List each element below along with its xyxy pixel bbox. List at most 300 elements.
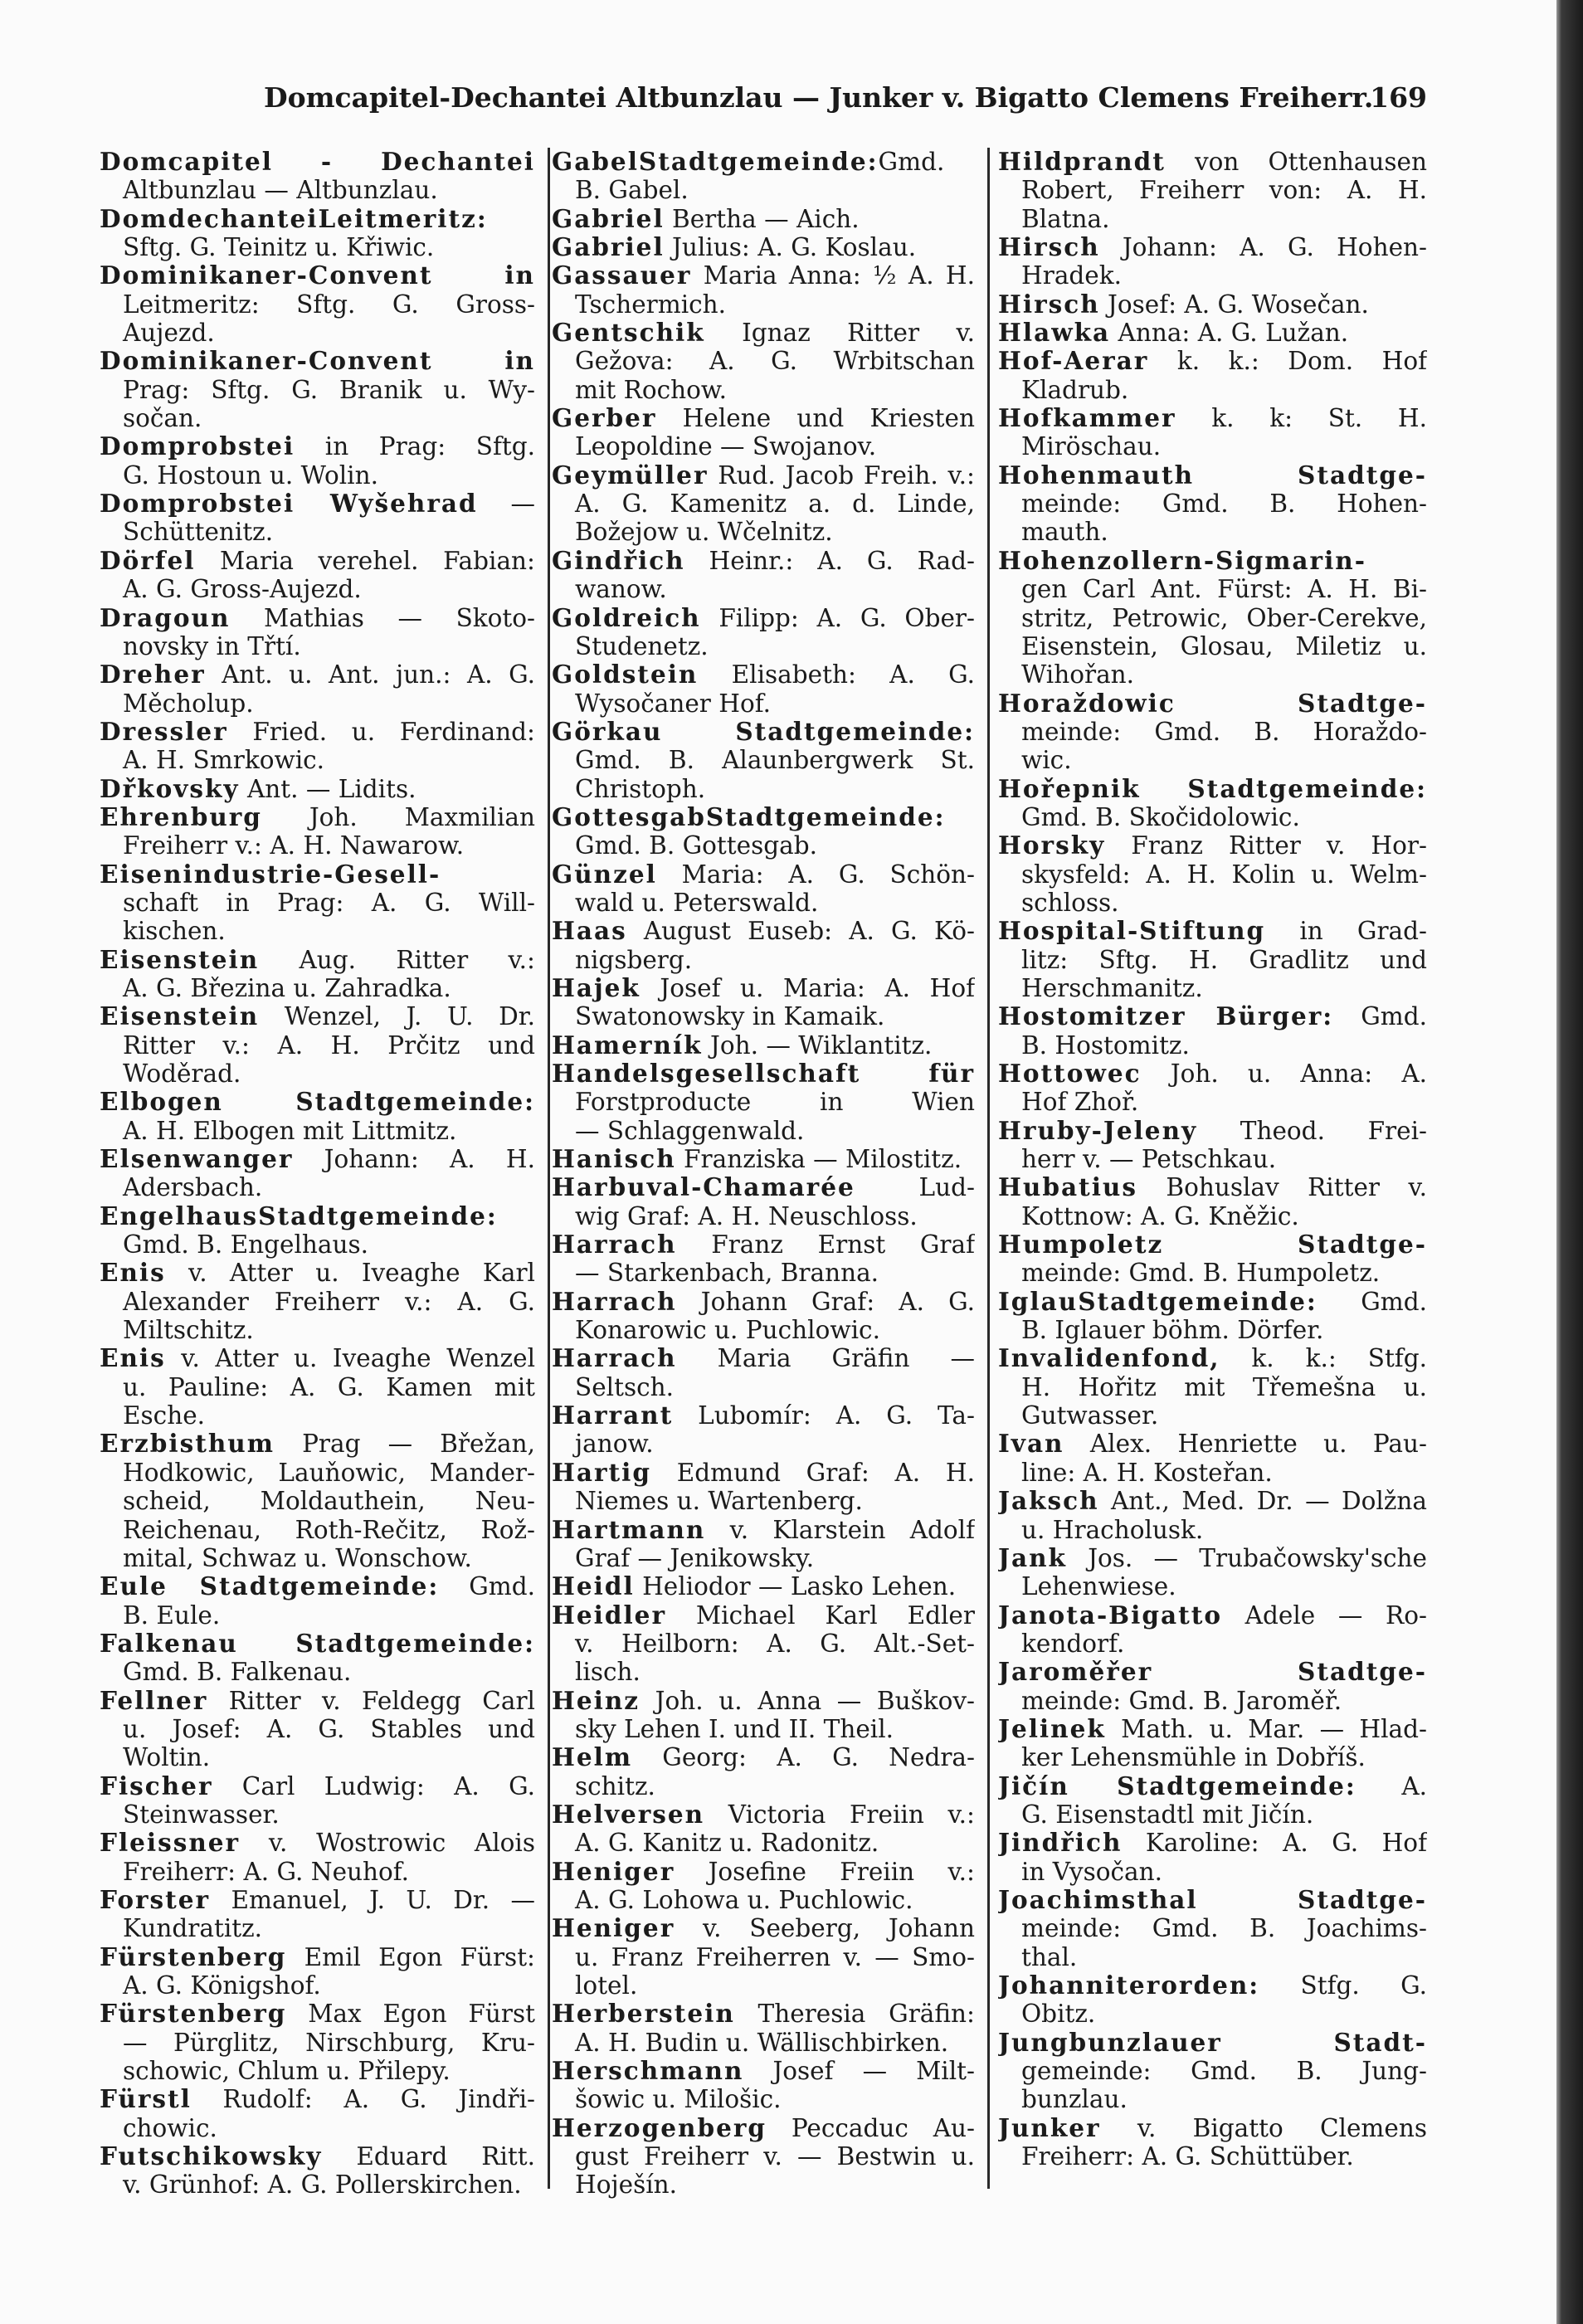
register-continuation-line [100, 2057, 535, 2085]
entry-name: Fürstenberg [100, 1942, 287, 1971]
entry-text: in Prag: Sftg. [295, 432, 535, 461]
register-continuation-line [998, 889, 1427, 917]
entry-name: Enis [100, 1344, 166, 1373]
register-continuation-line [998, 2000, 1427, 2028]
entry-text: k. k.: Stfg. [1220, 1344, 1427, 1373]
register-continuation-line [998, 1516, 1427, 1544]
register-entry-line [998, 1601, 1427, 1630]
register-entry-line [552, 1914, 975, 1942]
register-entry-line [552, 233, 975, 261]
register-continuation-line [552, 1772, 975, 1800]
register-entry-line [552, 1572, 975, 1600]
register-continuation-line [998, 1088, 1427, 1116]
entry-text: Freiherr: A. G. Neuhof. [123, 1857, 410, 1886]
entry-text: bunzlau. [1021, 2085, 1128, 2114]
entry-text: wig Graf: A. H. Neuschloss. [575, 1201, 918, 1230]
register-continuation-line [100, 689, 535, 718]
entry-name: Haas [552, 917, 627, 946]
register-entry-line [100, 803, 535, 831]
register-entry-line [100, 2142, 535, 2171]
entry-text: schloss. [1021, 888, 1119, 917]
entry-text: mit Rochow. [575, 375, 728, 404]
register-entry-line [100, 1202, 535, 1230]
entry-text: schowic, Chlum u. Přilepy. [123, 2057, 451, 2086]
register-continuation-line [552, 518, 975, 546]
register-entry-line [100, 547, 535, 575]
register-entry-line [100, 1002, 535, 1030]
entry-text: Johann Graf: A. G. [676, 1287, 975, 1316]
entry-text: Schüttenitz. [123, 518, 274, 547]
entry-text: ker Lehensmühle in Dobříš. [1021, 1743, 1366, 1772]
register-entry-line [100, 2000, 535, 2028]
entry-name: Gentschik [552, 319, 705, 348]
register-continuation-line [100, 233, 535, 261]
entry-name: Jaroměřer Stadtge- [998, 1658, 1427, 1687]
register-entry-line [552, 1230, 975, 1259]
entry-name: Görkau Stadtgemeinde: [552, 717, 975, 746]
entry-text: Forstproducte in Wien [575, 1088, 975, 1117]
register-continuation-line [552, 1487, 975, 1515]
register-continuation-line [552, 2142, 975, 2171]
entry-text: nigsberg. [575, 945, 693, 974]
entry-text: lotel. [575, 1971, 638, 2000]
entry-name: Hlawka [998, 319, 1111, 348]
register-continuation-line [998, 1459, 1427, 1487]
entry-name: Herzogenberg [552, 2113, 767, 2142]
entry-text: Obitz. [1021, 2000, 1096, 2029]
register-continuation-line [552, 632, 975, 660]
register-continuation-line [100, 1316, 535, 1344]
entry-name: DomdechanteiLeitmeritz: [100, 204, 488, 233]
register-continuation-line [100, 319, 535, 347]
entry-text: Franz Ernst Graf [676, 1230, 975, 1259]
entry-text: B. Hostomitz. [1021, 1030, 1190, 1060]
register-continuation-line [100, 1373, 535, 1401]
register-entry-line [552, 1858, 975, 1886]
entry-text: G. Hostoun u. Wolin. [123, 460, 378, 490]
entry-name: Günzel [552, 860, 657, 889]
entry-text: Johann: A. G. Hohen- [1099, 233, 1427, 262]
entry-text: Robert, Freiherr von: A. H. [1021, 176, 1427, 205]
register-continuation-line [552, 1544, 975, 1572]
entry-name: Harbuval-Chamarée [552, 1173, 855, 1202]
register-continuation-line [552, 746, 975, 774]
entry-name: Hirsch [998, 290, 1100, 319]
entry-text: — [477, 490, 535, 519]
register-entry-line [998, 319, 1427, 347]
register-continuation-line [100, 889, 535, 917]
register-entry-line [100, 2085, 535, 2113]
register-entry-line [998, 148, 1427, 176]
entry-name: Fürstenberg [100, 2000, 287, 2029]
entry-text: G. Eisenstadtl mit Jičín. [1021, 1800, 1314, 1829]
entry-text: Prag — Břežan, [274, 1430, 535, 1459]
register-entry-line [552, 319, 975, 347]
entry-text: chowic. [123, 2113, 217, 2142]
entry-text: Julius: A. G. Koslau. [664, 233, 917, 262]
entry-text: A. G. Lohowa u. Puchlowic. [575, 1885, 913, 1914]
register-entry-line [100, 1430, 535, 1458]
register-entry-line [552, 1288, 975, 1316]
entry-name: Hohenzollern-Sigmarin- [998, 546, 1366, 575]
entry-name: Invalidenfond, [998, 1344, 1220, 1373]
entry-text: B. Eule. [123, 1600, 221, 1630]
register-entry-line [100, 775, 535, 803]
entry-name: GottesgabStadtgemeinde: [552, 802, 946, 831]
register-entry-line [100, 660, 535, 689]
entry-text: meinde: Gmd. B. Jaroměř. [1021, 1686, 1342, 1715]
entry-text: Esche. [123, 1401, 206, 1430]
entry-text: Eduard Ritt. [322, 2142, 535, 2171]
entry-text: A. G. Kanitz u. Radonitz. [575, 1829, 879, 1858]
register-continuation-line [100, 461, 535, 490]
entry-text: gen Carl Ant. Fürst: A. H. Bi- [1021, 575, 1427, 604]
register-continuation-line [552, 575, 975, 603]
entry-text: herr v. — Petschkau. [1021, 1145, 1277, 1174]
entry-text: meinde: Gmd. B. Hohen- [1021, 490, 1427, 519]
register-continuation-line [998, 946, 1427, 974]
register-entry-line [100, 1687, 535, 1715]
register-entry-line [552, 1459, 975, 1487]
entry-name: Gabriel [552, 204, 665, 233]
entry-text: Niemes u. Wartenberg. [575, 1487, 863, 1516]
register-continuation-line [100, 1288, 535, 1316]
register-entry-line [100, 1088, 535, 1116]
register-continuation-line [998, 261, 1427, 290]
entry-text: v. Atter u. Iveaghe Karl [165, 1259, 535, 1288]
register-entry-line [100, 1829, 535, 1857]
register-continuation-line [998, 746, 1427, 774]
entry-text: Hradek. [1021, 261, 1123, 290]
register-continuation-line [100, 1858, 535, 1886]
entry-text: Lubomír: A. G. Ta- [673, 1401, 975, 1430]
entry-text: H. Hořitz mit Třemešna u. [1021, 1372, 1427, 1401]
entry-name: Harrach [552, 1287, 677, 1316]
entry-text: A. G. Königshof. [123, 1971, 321, 2000]
entry-text: v. Bigatto Clemens [1100, 2113, 1427, 2142]
entry-text: Miltschitz. [123, 1316, 254, 1345]
register-entry-line [100, 347, 535, 375]
entry-name: Eule Stadtgemeinde: [100, 1572, 440, 1601]
entry-text: Wenzel, J. U. Dr. [259, 1002, 535, 1031]
entry-text: šowic u. Milošic. [575, 2085, 782, 2114]
register-entry-line [552, 1060, 975, 1088]
entry-text: Steinwasser. [123, 1800, 280, 1829]
entry-text: Gmd. [1333, 1002, 1427, 1031]
entry-name: Johanniterorden: [998, 1971, 1260, 2000]
entry-name: Dominikaner-Convent in [100, 347, 535, 376]
entry-text: Heliodor — Lasko Lehen. [634, 1572, 957, 1601]
entry-name: Domprobstei [100, 432, 295, 461]
entry-text: Woltin. [123, 1743, 211, 1772]
register-continuation-line [100, 632, 535, 660]
entry-name: Horsky [998, 831, 1106, 860]
register-entry-line [998, 1487, 1427, 1515]
register-continuation-line [998, 632, 1427, 660]
entry-text: Ant. u. Ant. jun.: A. G. [205, 660, 535, 689]
entry-name: Ehrenburg [100, 802, 262, 831]
entry-name: Gindřich [552, 546, 685, 575]
register-continuation-line [998, 1914, 1427, 1942]
register-entry-line [552, 461, 975, 490]
entry-text: Filipp: A. G. Ober- [700, 603, 975, 632]
register-entry-line [998, 1002, 1427, 1030]
entry-text: Jos. — Trubačowsky'sche [1066, 1543, 1427, 1572]
column-rule-right [987, 148, 990, 2189]
entry-text: Měcholup. [123, 689, 254, 718]
register-continuation-line [552, 1658, 975, 1686]
entry-text: Ritter v. Feldegg Carl [207, 1686, 535, 1715]
entry-text: u. Franz Freiherren v. — Smo- [575, 1942, 975, 1971]
register-continuation-line [998, 860, 1427, 889]
entry-text: Joh. — Wiklantitz. [702, 1030, 933, 1060]
register-entry-line [100, 1344, 535, 1372]
register-entry-line [998, 831, 1427, 860]
running-header [91, 81, 1427, 131]
register-entry-line [552, 1344, 975, 1372]
entry-text: wanow. [575, 575, 667, 604]
register-continuation-line [552, 1971, 975, 2000]
entry-text: Kottnow: A. G. Kněžic. [1021, 1201, 1299, 1230]
entry-text: Wysočaner Hof. [575, 689, 772, 718]
register-entry-line [552, 718, 975, 746]
entry-name: Ivan [998, 1430, 1064, 1459]
entry-text: mauth. [1021, 518, 1108, 547]
entry-text: Alex. Henriette u. Pau- [1064, 1430, 1427, 1459]
entry-name: Heniger [552, 1857, 675, 1886]
column-1 [100, 148, 535, 2200]
entry-name: Jank [998, 1543, 1067, 1572]
entry-name: Gerber [552, 404, 657, 433]
register-entry-line [552, 1516, 975, 1544]
register-entry-line [998, 2029, 1427, 2057]
register-continuation-line [998, 974, 1427, 1002]
register-continuation-line [100, 2171, 535, 2199]
register-entry-line [552, 604, 975, 632]
entry-name: Hartig [552, 1458, 651, 1487]
entry-text: schitz. [575, 1771, 655, 1800]
register-continuation-line [998, 518, 1427, 546]
entry-text: Anna: A. G. Lužan. [1110, 319, 1349, 348]
column-3 [998, 148, 1427, 2171]
register-continuation-line [552, 376, 975, 404]
entry-name: Hostomitzer Bürger: [998, 1002, 1334, 1031]
entry-text: August Euseb: A. G. Kö- [626, 917, 975, 946]
register-continuation-line [100, 1173, 535, 1201]
register-entry-line [552, 917, 975, 945]
register-continuation-line [998, 205, 1427, 233]
entry-name: Dörfel [100, 546, 196, 575]
entry-name: Futschikowsky [100, 2142, 323, 2171]
entry-text: Sftg. G. Teinitz u. Křiwic. [123, 233, 435, 262]
entry-text: Aug. Ritter v.: [259, 945, 535, 974]
entry-name: Elbogen Stadtgemeinde: [100, 1088, 535, 1117]
entry-name: Gassauer [552, 261, 692, 290]
entry-text: in Grad- [1265, 917, 1427, 946]
entry-name: Eisenindustrie-Gesell- [100, 860, 441, 889]
register-continuation-line [100, 1715, 535, 1743]
entry-text: Mathias — Skoto- [230, 603, 535, 632]
register-continuation-line [998, 1800, 1427, 1829]
register-continuation-line [998, 660, 1427, 689]
entry-name: Dragoun [100, 603, 231, 632]
entry-text: Seltsch. [575, 1372, 674, 1401]
entry-name: Hanisch [552, 1145, 676, 1174]
entry-name: Helm [552, 1743, 633, 1772]
register-continuation-line [998, 604, 1427, 632]
entry-name: Harrach [552, 1344, 677, 1373]
entry-text: Adersbach. [123, 1173, 263, 1202]
entry-name: Heidl [552, 1572, 635, 1601]
register-continuation-line [998, 1687, 1427, 1715]
entry-text: Maria Anna: ½ A. H. [691, 261, 975, 290]
entry-name: Joachimsthal Stadtge- [998, 1885, 1427, 1914]
register-entry-line [100, 1772, 535, 1800]
register-continuation-line [552, 2085, 975, 2113]
register-continuation-line [552, 432, 975, 460]
entry-text: von Ottenhausen [1165, 148, 1427, 176]
register-continuation-line [100, 1031, 535, 1060]
register-continuation-line [100, 1800, 535, 1829]
entry-text: Gežova: A. G. Wrbitschan [575, 347, 975, 376]
entry-text: Blatna. [1021, 204, 1110, 233]
entry-text: Aujezd. [123, 319, 215, 348]
entry-text: Emanuel, J. U. Dr. — [210, 1885, 535, 1914]
register-continuation-line [998, 1743, 1427, 1771]
entry-name: Hohenmauth Stadtge- [998, 460, 1427, 490]
entry-text: Victoria Freiin v.: [704, 1800, 975, 1829]
entry-name: Junker [998, 2113, 1101, 2142]
entry-text: Fried. u. Ferdinand: [227, 717, 535, 746]
entry-text: Hof Zhoř. [1021, 1088, 1139, 1117]
register-continuation-line [100, 1914, 535, 1942]
register-continuation-line [100, 917, 535, 945]
register-entry-line [998, 1971, 1427, 2000]
register-continuation-line [998, 1401, 1427, 1430]
entry-text: Joh. Maxmilian [261, 802, 535, 831]
register-entry-line [100, 1943, 535, 1971]
entry-text: A. G. Gross-Aujezd. [123, 575, 362, 604]
register-continuation-line [100, 1658, 535, 1686]
register-continuation-line [552, 1259, 975, 1287]
register-continuation-line [552, 290, 975, 319]
register-continuation-line [552, 831, 975, 860]
entry-name: EngelhausStadtgemeinde: [100, 1201, 498, 1230]
entry-name: Eisenstein [100, 945, 260, 974]
entry-text: gust Freiherr v. — Bestwin u. [575, 2142, 975, 2171]
entry-text: Studenetz. [575, 631, 709, 660]
register-entry-line [998, 1544, 1427, 1572]
entry-name: Forster [100, 1885, 211, 1914]
register-continuation-line [998, 376, 1427, 404]
entry-name: Heidler [552, 1600, 666, 1630]
entry-text: B. Gabel. [575, 176, 689, 205]
entry-text: Wihořan. [1021, 660, 1135, 689]
register-continuation-line [100, 1971, 535, 2000]
register-continuation-line [552, 1943, 975, 1971]
entry-name: Hofkammer [998, 404, 1176, 433]
register-entry-line [552, 1687, 975, 1715]
entry-name: Hořepnik Stadtgemeinde: [998, 774, 1427, 803]
register-entry-line [998, 1117, 1427, 1145]
entry-text: Graf — Jenikowsky. [575, 1543, 815, 1572]
register-continuation-line [552, 1886, 975, 1914]
entry-text: Altbunzlau — Altbunzlau. [123, 176, 438, 205]
entry-name: Geymüller [552, 460, 709, 490]
entry-text: u. Hracholusk. [1021, 1515, 1204, 1544]
entry-text: Maria: A. G. Schön- [656, 860, 975, 889]
entry-text: Gmd. [1317, 1287, 1427, 1316]
entry-text: meinde: Gmd. B. Horaždo- [1021, 717, 1427, 746]
register-entry-line [552, 2114, 975, 2142]
entry-text: — Schlaggenwald. [575, 1116, 805, 1145]
entry-name: Domcapitel - Dechantei [100, 148, 535, 176]
register-continuation-line [552, 1002, 975, 1030]
entry-text: Freiherr: A. G. Schüttüber. [1021, 2142, 1354, 2171]
register-continuation-line [998, 803, 1427, 831]
entry-name: Horaždowic Stadtge- [998, 689, 1427, 718]
register-entry-line [100, 490, 535, 518]
register-entry-line [998, 233, 1427, 261]
entry-text: A. G. Kamenitz a. d. Linde, [575, 490, 975, 519]
entry-text: Hodkowic, Lauňowic, Mander- [123, 1458, 535, 1487]
register-entry-line [998, 1344, 1427, 1372]
entry-text: Josefine Freiin v.: [675, 1857, 975, 1886]
entry-text: Swatonowsky in Kamaik. [575, 1002, 885, 1031]
register-continuation-line [552, 1430, 975, 1458]
register-entry-line [998, 404, 1427, 432]
entry-text: Bertha — Aich. [664, 204, 860, 233]
register-continuation-line [552, 1117, 975, 1145]
entry-name: Gabriel [552, 233, 665, 262]
entry-text: u. Pauline: A. G. Kamen mit [123, 1372, 535, 1401]
entry-text: v. Heilborn: A. G. Alt.-Set- [575, 1629, 975, 1658]
register-continuation-line [552, 1088, 975, 1116]
entry-name: Goldstein [552, 660, 699, 689]
entry-text: novsky in Třtí. [123, 631, 301, 660]
entry-text: Ignaz Ritter v. [704, 319, 975, 348]
entry-text: kischen. [123, 917, 226, 946]
entry-text: Emil Egon Fürst: [286, 1942, 535, 1971]
entry-text: — Starkenbach, Branna. [575, 1259, 879, 1288]
entry-text: Ritter v.: A. H. Prčitz und [123, 1030, 535, 1060]
entry-text: Leopoldine — Swojanov. [575, 432, 877, 461]
entry-text: v. Klarstein Adolf [705, 1515, 975, 1544]
register-continuation-line [998, 1259, 1427, 1287]
entry-text: Math. u. Mar. — Hlad- [1105, 1714, 1427, 1743]
register-entry-line [552, 2057, 975, 2085]
register-continuation-line [100, 746, 535, 774]
entry-name: Domprobstei Wyšehrad [100, 490, 478, 519]
entry-text: lisch. [575, 1658, 641, 1687]
entry-text: stritz, Petrowic, Ober-Cerekve, [1021, 603, 1427, 632]
register-continuation-line [998, 575, 1427, 603]
entry-text: janow. [575, 1430, 654, 1459]
entry-text: in Vysočan. [1021, 1857, 1162, 1886]
entry-text: Gmd. B. Engelhaus. [123, 1230, 369, 1259]
register-continuation-line [998, 490, 1427, 518]
entry-name: Fischer [100, 1771, 213, 1800]
register-entry-line [100, 1145, 535, 1173]
register-entry-line [100, 1572, 535, 1600]
entry-name: Hirsch [998, 233, 1100, 262]
register-entry-line [552, 660, 975, 689]
entry-text: Maria verehel. Fabian: [195, 546, 535, 575]
entry-text: schaft in Prag: A. G. Will- [123, 888, 535, 917]
entry-text: Elisabeth: A. G. [698, 660, 975, 689]
entry-text: scheid, Moldauthein, Neu- [123, 1487, 535, 1516]
entry-name: Dreher [100, 660, 206, 689]
